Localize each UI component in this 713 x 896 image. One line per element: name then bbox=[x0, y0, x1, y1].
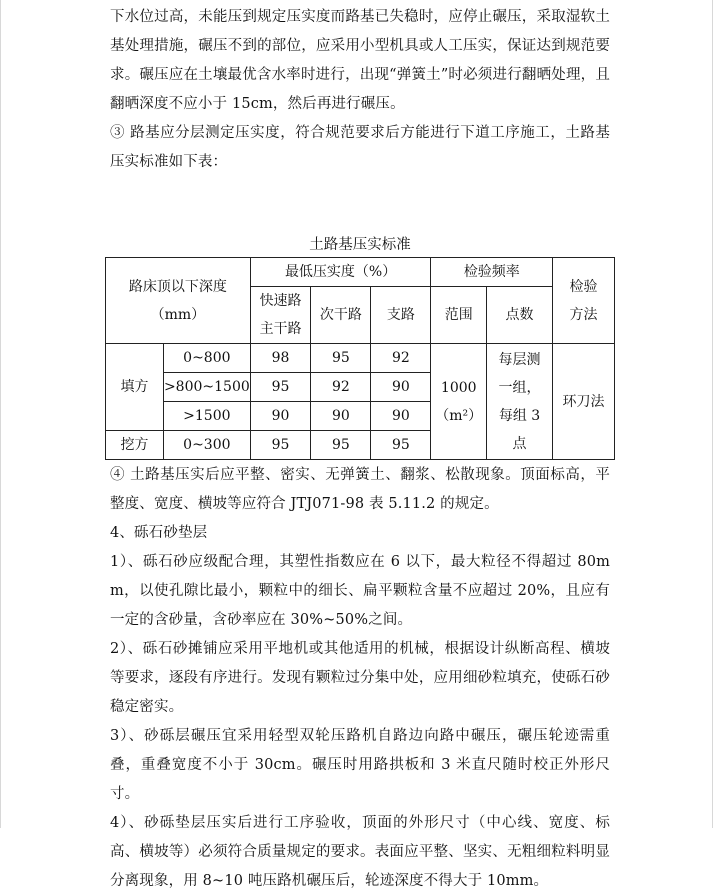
secondary-cell: 95 bbox=[311, 431, 371, 460]
body-after-table bbox=[110, 461, 610, 896]
depth-cell: 0~800 bbox=[163, 344, 250, 373]
header-range: 范围 bbox=[431, 287, 487, 344]
fill-label: 填方 bbox=[106, 344, 164, 431]
paragraph-gravel-spreading: 2）、砾石砂摊铺应采用平地机或其他适用的机械，根据设计纵断高程、横坡等要求，逐段有序进行。发现有颗粒过分集中处，应用细砂粒填充，使砾石砂稳定密实。 bbox=[110, 641, 610, 715]
paragraph-gravel-rolling: 3）、砂砾层碾压宜采用轻型双轮压路机自路边向路中碾压，碾压轮迹需重叠，重叠宽度不小于 30cm。碾压时用路拱板和 3 米直尺随时校正外形尺寸。 bbox=[110, 728, 610, 802]
header-secondary-road: 次干路 bbox=[311, 287, 371, 344]
paragraph-layer-compaction: ③ 路基应分层测定压实度，符合规范要求后方能进行下道工序施工，土路基压实标准如下表： bbox=[110, 125, 610, 170]
header-inspection-frequency: 检验频率 bbox=[431, 258, 553, 287]
header-depth: 路床顶以下深度（mm） bbox=[106, 258, 251, 344]
header-min-compaction: 最低压实度（%） bbox=[250, 258, 431, 287]
points-cell: 每层测一组，每组 3 点 bbox=[487, 344, 553, 460]
header-inspection-method: 检验方法 bbox=[553, 258, 615, 344]
secondary-cell: 92 bbox=[311, 373, 371, 402]
secondary-cell: 95 bbox=[311, 344, 371, 373]
expressway-cell: 95 bbox=[250, 431, 311, 460]
table-row bbox=[106, 344, 615, 373]
document-page bbox=[110, 3, 610, 896]
range-unit: （m²） bbox=[435, 407, 483, 424]
header-points: 点数 bbox=[487, 287, 553, 344]
table-header-row bbox=[106, 258, 615, 287]
branch-cell: 90 bbox=[371, 373, 431, 402]
depth-cell: 0~300 bbox=[163, 431, 250, 460]
paragraph-gravel-grading: 1）、砾石砂应级配合理，其塑性指数应在 6 以下，最大粒径不得超过 80mm，以使孔隙比最小，颗粒中的细长、扁平颗粒含量不应超过 20%，且应有一定的含砂量，含砂率应在 30%~50%之间。 bbox=[110, 554, 610, 628]
depth-cell: >1500 bbox=[163, 402, 250, 431]
expressway-cell: 90 bbox=[250, 402, 311, 431]
paragraph-surface-quality: ④ 土路基压实后应平整、密实、无弹簧土、翻浆、松散现象。顶面标高，平整度、宽度、横坡等应符合 JTJ071-98 表 5.11.2 的规定。 bbox=[110, 467, 610, 512]
blank-space bbox=[110, 177, 610, 235]
table-title: 土路基压实标准 bbox=[309, 237, 411, 253]
compaction-standard-table bbox=[105, 257, 615, 460]
depth-cell: >800~1500 bbox=[163, 373, 250, 402]
cut-label: 挖方 bbox=[106, 431, 164, 460]
header-branch-road: 支路 bbox=[371, 287, 431, 344]
secondary-cell: 90 bbox=[311, 402, 371, 431]
range-value: 1000 bbox=[440, 379, 477, 396]
branch-cell: 95 bbox=[371, 431, 431, 460]
branch-cell: 92 bbox=[371, 344, 431, 373]
paragraph-soil-rolling: 下水位过高，未能压到规定压实度而路基已失稳时，应停止碾压，采取湿软土基处理措施，碾压不到的部位，应采用小型机具或人工压实，保证达到规范要求。碾压应在土壤最优含水率时进行，出现“弹簧土”时必须进行翻晒处理，且翻晒深度不应小于 15cm，然后再进行碾压。 bbox=[110, 9, 610, 112]
paragraph-gravel-acceptance: 4）、砂砾垫层压实后进行工序验收，顶面的外形尺寸（中心线、宽度、标高、横坡等）必须符合质量规定的要求。表面应平整、坚实、无粗细粒料明显分离现象，用 8~10 吨压路机碾压后，轮迹深度不得大于 10mm。 bbox=[110, 815, 610, 889]
expressway-cell: 98 bbox=[250, 344, 311, 373]
range-cell bbox=[431, 344, 487, 460]
page-edge-left bbox=[0, 0, 1, 828]
header-expressway: 快速路主干路 bbox=[250, 287, 311, 344]
method-cell: 环刀法 bbox=[553, 344, 615, 460]
branch-cell: 90 bbox=[371, 402, 431, 431]
section-heading-gravel-sand: 4、砾石砂垫层 bbox=[110, 525, 208, 541]
expressway-cell: 95 bbox=[250, 373, 311, 402]
